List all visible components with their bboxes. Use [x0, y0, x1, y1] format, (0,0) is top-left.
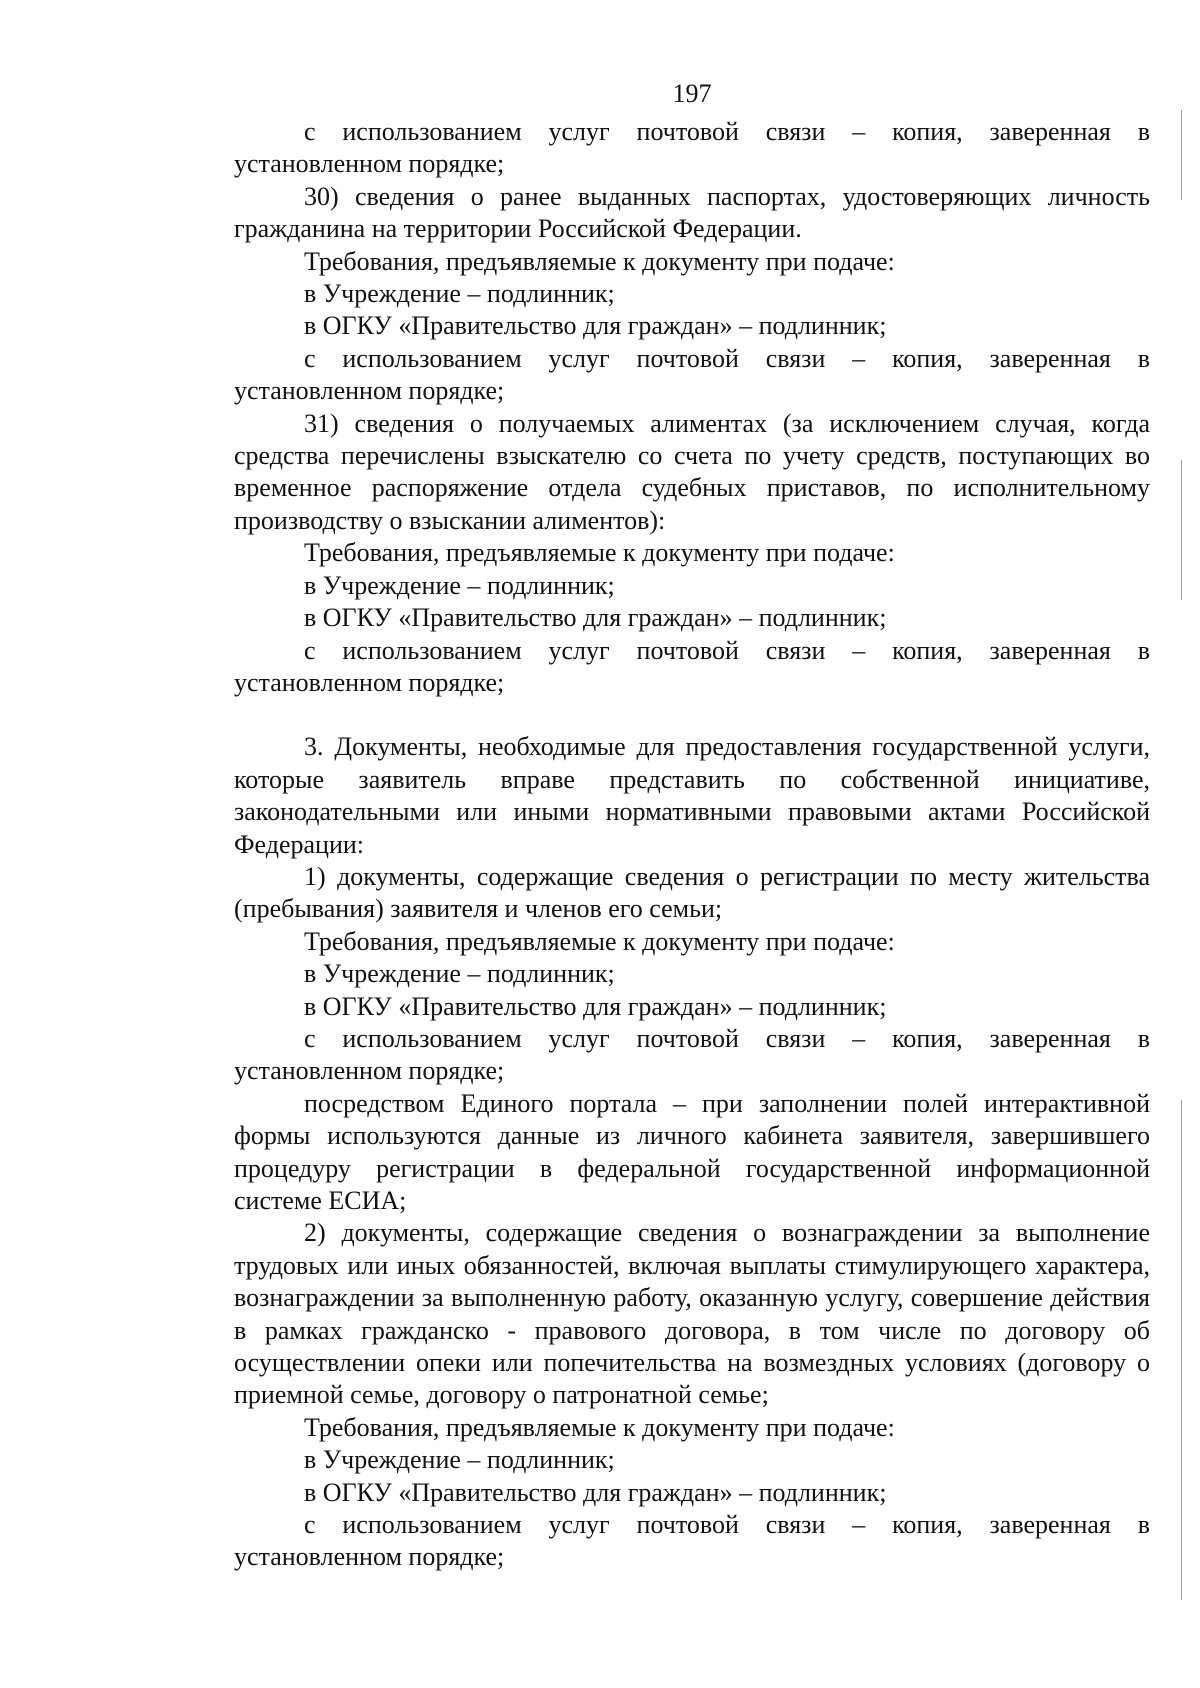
paragraph: Требования, предъявляемые к документу при подаче: [304, 1412, 895, 1442]
paragraph: Требования, предъявляемые к документу при подаче: [304, 926, 895, 956]
paragraph: 31) сведения о получаемых алиментах (за исключением случая, когда средства перечислены взыскателю со счета по учету средств, поступающих во временное распоряжение отдела судебных приставов, по исполнительному производству о взыскании алиментов): [234, 408, 1150, 535]
paragraph: в Учреждение – подлинник; [304, 1445, 615, 1475]
paragraph: в Учреждение – подлинник; [304, 959, 615, 989]
paragraph: 3. Документы, необходимые для предоставления государственной услуги, которые заявитель вправе представить по собственной инициативе, законодательными или иными нормативными правовыми актами Российской Федерации: [234, 732, 1150, 859]
paragraph: Требования, предъявляемые к документу при подаче: [304, 246, 895, 276]
paragraph: в ОГКУ «Правительство для граждан» – подлинник; [304, 991, 887, 1021]
paragraph: 30) сведения о ранее выданных паспортах, удостоверяющих личность гражданина на территории Российской Федерации. [234, 181, 1150, 244]
paragraph: с использованием услуг почтовой связи – копия, заверенная в установленном порядке; [234, 343, 1150, 406]
paragraph: Требования, предъявляемые к документу при подаче: [304, 538, 895, 568]
paragraph: в Учреждение – подлинник; [304, 570, 615, 600]
paragraph: 2) документы, содержащие сведения о вознаграждении за выполнение трудовых или иных обязанностей, включая выплаты стимулирующего характера, вознаграждении за выполненную работу, оказанную услугу, совершение действия в рамках гражданско - правового договора, в том числе по договору об осуществлении опеки или попечительства на возмездных условиях (договору о приемной семье, договору о патронатной семье; [234, 1218, 1150, 1410]
paragraph: посредством Единого портала – при заполнении полей интерактивной формы используются данные из личного кабинета заявителя, завершившего процедуру регистрации в федеральной государственной информационной системе ЕСИА; [234, 1088, 1150, 1215]
paragraph: в ОГКУ «Правительство для граждан» – подлинник; [304, 1477, 887, 1507]
paragraph: с использованием услуг почтовой связи – копия, заверенная в установленном порядке; [234, 635, 1150, 697]
document-body [234, 116, 1150, 1574]
scan-artifact [1181, 110, 1182, 200]
scan-artifact [1181, 1100, 1182, 1600]
paragraph: в ОГКУ «Правительство для граждан» – подлинник; [304, 311, 887, 341]
paragraph: 1) документы, содержащие сведения о регистрации по месту жительства (пребывания) заявителя и членов его семьи; [234, 861, 1150, 924]
paragraph: с использованием услуг почтовой связи – копия, заверенная в установленном порядке; [234, 1023, 1150, 1086]
paragraph: в ОГКУ «Правительство для граждан» – подлинник; [304, 603, 887, 633]
page-number: 197 [672, 79, 712, 108]
paragraph: в Учреждение – подлинник; [304, 279, 615, 309]
document-page [234, 78, 1150, 1638]
paragraph: с использованием услуг почтовой связи – копия, заверенная в установленном порядке; [234, 1510, 1150, 1572]
scan-artifact [1181, 460, 1182, 600]
paragraph: с использованием услуг почтовой связи – копия, заверенная в установленном порядке; [234, 117, 1150, 179]
